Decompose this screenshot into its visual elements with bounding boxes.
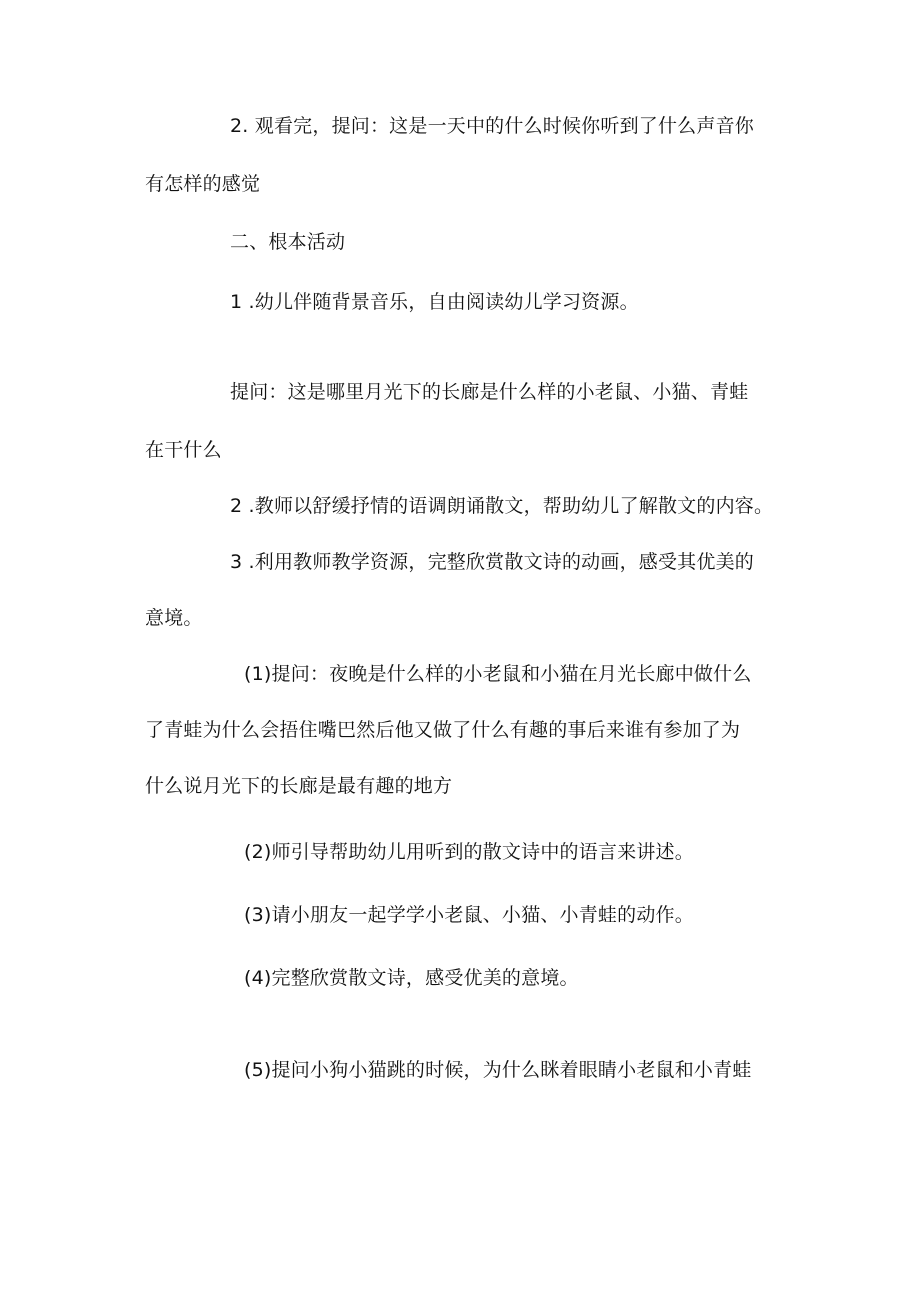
- sub-item: (1)提问：夜晚是什么样的小老鼠和小猫在月光长廊中做什么: [244, 663, 752, 685]
- sub-item: (4)完整欣赏散文诗，感受优美的意境。: [244, 967, 579, 989]
- text-line: 了青蛙为什么会捂住嘴巴然后他又做了什么有趣的事后来谁有参加了为: [145, 719, 741, 741]
- text-line: 有怎样的感觉: [145, 173, 261, 195]
- list-item: 2 .教师以舒缓抒情的语调朗诵散文，帮助幼儿了解散文的内容。: [230, 495, 774, 517]
- text-line: 什么说月光下的长廊是最有趣的地方: [145, 775, 453, 797]
- text-line: 2. 观看完，提问：这是一天中的什么时候你听到了什么声音你: [230, 115, 754, 137]
- sub-item: (5)提问小狗小猫跳的时候，为什么眯着眼睛小老鼠和小青蛙: [244, 1059, 752, 1081]
- section-heading: 二、根本活动: [230, 231, 346, 253]
- sub-item: (3)请小朋友一起学学小老鼠、小猫、小青蛙的动作。: [244, 904, 694, 926]
- text-line: 在干什么: [145, 439, 222, 461]
- list-item: 3 .利用教师教学资源，完整欣赏散文诗的动画，感受其优美的: [230, 551, 754, 573]
- text-line: 意境。: [145, 607, 203, 629]
- text-line: 提问：这是哪里月光下的长廊是什么样的小老鼠、小猫、青蛙: [230, 381, 749, 403]
- list-item: 1 .幼儿伴随背景音乐，自由阅读幼儿学习资源。: [230, 291, 639, 313]
- sub-item: (2)师引导帮助幼儿用听到的散文诗中的语言来讲述。: [244, 841, 694, 863]
